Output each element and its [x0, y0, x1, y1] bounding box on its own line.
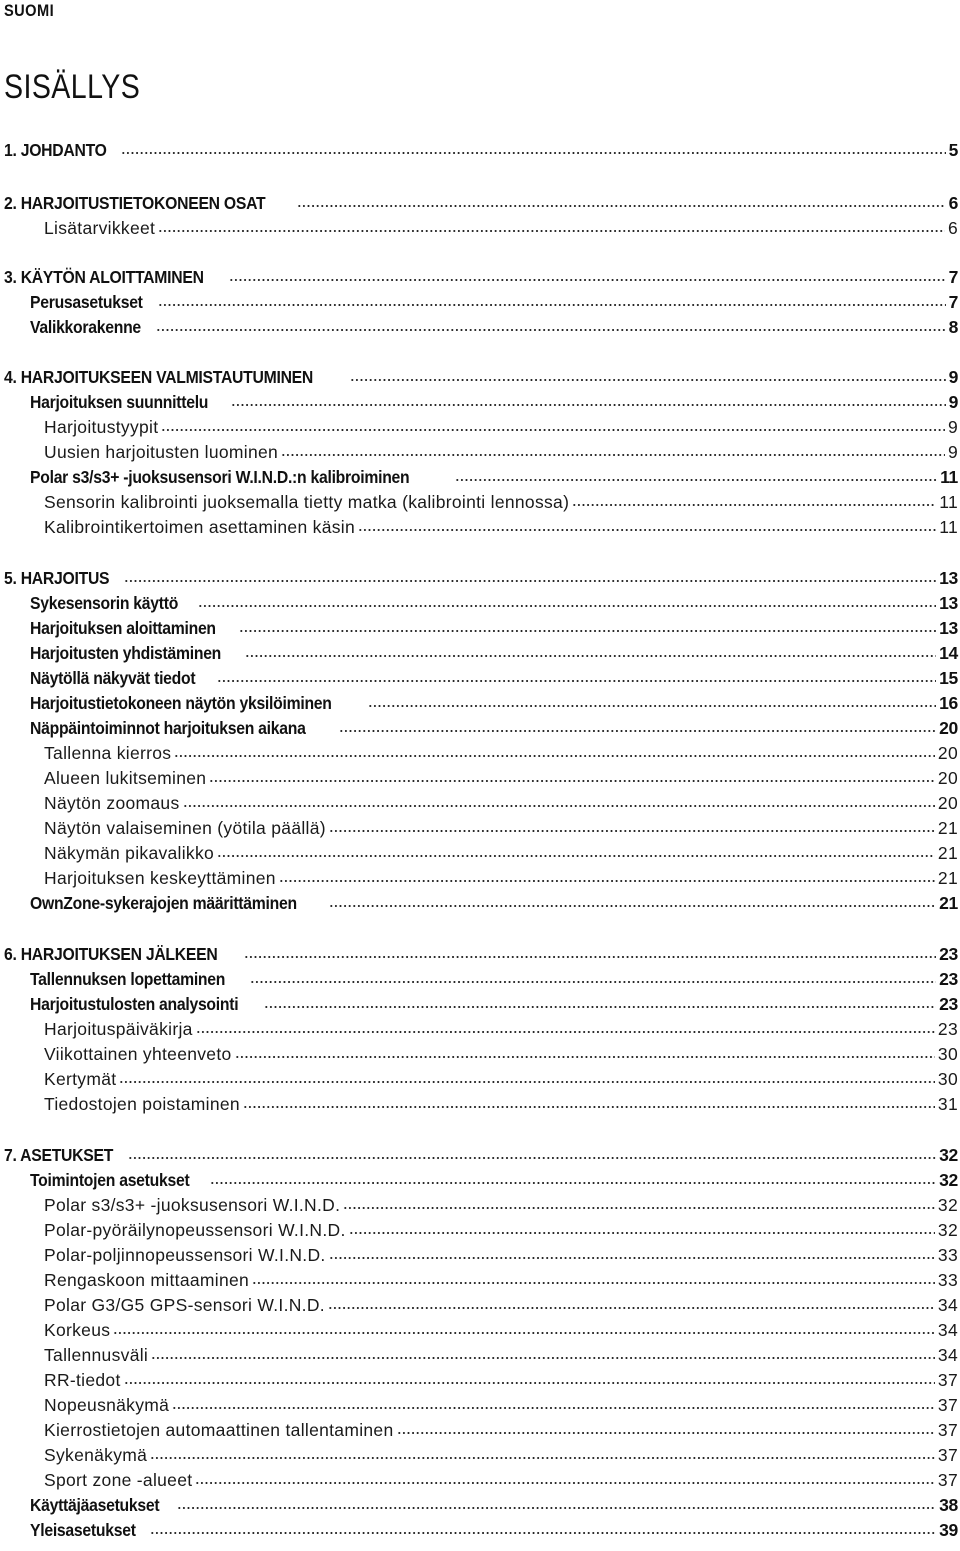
toc-entry	[30, 1168, 958, 1192]
toc-entry-label: Polar s3/s3+ -juoksusensori W.I.N.D.:n kalibroiminen	[30, 467, 410, 487]
toc-entry	[4, 1143, 958, 1167]
toc-entry	[44, 1318, 958, 1342]
toc-entry	[44, 1293, 958, 1317]
toc-entry-label: Harjoitustietokoneen näytön yksilöiminen	[30, 693, 332, 713]
toc-entry-page: 34	[937, 1320, 958, 1340]
toc-entry	[44, 1042, 958, 1066]
dot-leader	[183, 804, 935, 808]
dot-leader	[250, 980, 936, 984]
toc-entry	[44, 515, 958, 539]
toc-entry-page: 13	[939, 593, 958, 613]
dot-leader	[119, 1080, 935, 1084]
toc-entry-page: 7	[948, 292, 958, 312]
toc-entry	[30, 390, 958, 414]
dot-leader	[244, 955, 936, 959]
toc-entry	[30, 967, 958, 991]
toc-entry-page: 15	[939, 668, 958, 688]
toc-entry	[44, 1268, 958, 1292]
toc-entry-label: Harjoituspäiväkirja	[44, 1019, 193, 1039]
toc-entry-label: Harjoitustulosten analysointi	[30, 994, 239, 1014]
toc-entry	[44, 1368, 958, 1392]
toc-entry-label: Tallennuksen lopettaminen	[30, 969, 226, 989]
dot-leader	[217, 679, 936, 683]
dot-leader	[158, 229, 945, 233]
toc-entry	[30, 891, 958, 915]
dot-leader	[368, 704, 936, 708]
dot-leader	[156, 328, 945, 332]
toc-entry-label: Toimintojen asetukset	[30, 1170, 190, 1190]
toc-entry-page: 13	[939, 568, 958, 588]
toc-entry-page: 30	[937, 1044, 958, 1064]
toc-entry-page: 39	[939, 1520, 958, 1540]
dot-leader	[172, 1406, 935, 1410]
toc-entry-label: Sensorin kalibrointi juoksemalla tietty matka (kalibrointi lennossa)	[44, 492, 570, 512]
dot-leader	[150, 1456, 935, 1460]
dot-leader	[339, 729, 936, 733]
dot-leader	[329, 1256, 935, 1260]
dot-leader	[281, 453, 945, 457]
toc-entry-label: 6. HARJOITUKSEN JÄLKEEN	[4, 944, 218, 964]
dot-leader	[196, 1030, 935, 1034]
toc-entry-page: 11	[940, 467, 958, 487]
toc-entry-label: OwnZone-sykerajojen määrittäminen	[30, 893, 297, 913]
dot-leader	[329, 829, 935, 833]
toc-entry-page: 11	[939, 517, 958, 537]
toc-entry-label: Nopeusnäkymä	[44, 1395, 170, 1415]
toc-entry	[44, 816, 958, 840]
dot-leader	[217, 854, 935, 858]
dot-leader	[297, 204, 945, 208]
toc-entry-page: 20	[937, 743, 958, 763]
toc-entry-label: Näytön zoomaus	[44, 793, 180, 813]
toc-entry	[44, 1193, 958, 1217]
toc-entry	[30, 992, 958, 1016]
dot-leader	[235, 1055, 935, 1059]
dot-leader	[210, 1181, 936, 1185]
toc-entry-page: 37	[937, 1420, 958, 1440]
toc-entry	[44, 1092, 958, 1116]
toc-entry-label: Alueen lukitseminen	[44, 768, 207, 788]
dot-leader	[158, 303, 945, 307]
toc-entry-label: Tallenna kierros	[44, 743, 172, 763]
toc-entry	[4, 942, 958, 966]
toc-entry-label: Polar s3/s3+ -juoksusensori W.I.N.D.	[44, 1195, 341, 1215]
dot-leader	[239, 629, 936, 633]
toc-entry-label: Näytön valaiseminen (yötila päällä)	[44, 818, 326, 838]
toc-entry-page: 37	[937, 1470, 958, 1490]
toc-entry-page: 8	[948, 317, 958, 337]
toc-entry	[30, 641, 958, 665]
dot-leader	[198, 604, 937, 608]
toc-entry-page: 11	[939, 492, 958, 512]
toc-entry-page: 37	[937, 1370, 958, 1390]
toc-entry	[30, 616, 958, 640]
toc-entry-label: Harjoitusten yhdistäminen	[30, 643, 222, 663]
toc-entry-label: Lisätarvikkeet	[44, 218, 156, 238]
toc-entry-page: 23	[939, 994, 958, 1014]
toc-entry-page: 23	[939, 944, 958, 964]
page-title: SISÄLLYS	[4, 68, 141, 106]
dot-leader	[279, 879, 935, 883]
toc-entry	[30, 315, 958, 339]
toc-entry-label: Sykenäkymä	[44, 1445, 148, 1465]
toc-entry-page: 33	[937, 1245, 958, 1265]
toc-entry-page: 37	[937, 1445, 958, 1465]
toc-entry-label: Näytöllä näkyvät tiedot	[30, 668, 196, 688]
toc-entry	[30, 290, 958, 314]
dot-leader	[128, 1156, 936, 1160]
toc-entry-page: 32	[939, 1145, 958, 1165]
toc-entry-label: Kertymät	[44, 1069, 117, 1089]
toc-entry-label: Polar-poljinnopeussensori W.I.N.D.	[44, 1245, 326, 1265]
toc-entry-label: Harjoituksen aloittaminen	[30, 618, 216, 638]
toc-entry-page: 34	[937, 1295, 958, 1315]
language-label: SUOMI	[4, 1, 55, 20]
toc-entry-label: 2. HARJOITUSTIETOKONEEN OSAT	[4, 193, 266, 213]
toc-entry-page: 21	[939, 893, 958, 913]
toc-entry-label: Kalibrointikertoimen asettaminen käsin	[44, 517, 355, 537]
toc-entry-page: 33	[937, 1270, 958, 1290]
dot-leader	[245, 654, 936, 658]
toc-entry	[4, 191, 958, 215]
toc-entry-page: 23	[939, 969, 958, 989]
toc-entry-page: 32	[937, 1195, 958, 1215]
dot-leader	[350, 378, 945, 382]
toc-entry-label: Näppäintoiminnot harjoituksen aikana	[30, 718, 306, 738]
toc-entry-label: Rengaskoon mittaaminen	[44, 1270, 250, 1290]
toc-entry-page: 21	[937, 843, 958, 863]
toc-entry-label: Tiedostojen poistaminen	[44, 1094, 240, 1114]
toc-entry	[30, 1493, 958, 1517]
toc-entry-page: 13	[939, 618, 958, 638]
dot-leader	[161, 428, 945, 432]
dot-leader	[174, 754, 935, 758]
dot-leader	[243, 1105, 935, 1109]
toc-entry-label: Korkeus	[44, 1320, 111, 1340]
toc-entry-page: 7	[948, 267, 958, 287]
toc-entry	[30, 591, 958, 615]
toc-entry-page: 30	[937, 1069, 958, 1089]
toc-entry	[44, 1443, 958, 1467]
dot-leader	[329, 904, 936, 908]
toc-entry-page: 20	[939, 718, 958, 738]
toc-entry-page: 32	[939, 1170, 958, 1190]
toc-entry-label: Perusasetukset	[30, 292, 143, 312]
toc-entry-label: Harjoitustyypit	[44, 417, 159, 437]
toc-entry-page: 34	[937, 1345, 958, 1365]
toc-entry-page: 23	[937, 1019, 958, 1039]
dot-leader	[343, 1206, 935, 1210]
toc-entry	[4, 365, 958, 389]
toc-entry-page: 38	[939, 1495, 958, 1515]
toc-entry	[4, 566, 958, 590]
dot-leader	[397, 1431, 935, 1435]
dot-leader	[124, 579, 936, 583]
toc-entry-label: Sykesensorin käyttö	[30, 593, 179, 613]
toc-entry	[30, 465, 958, 489]
toc-entry	[44, 1218, 958, 1242]
toc-entry	[4, 138, 958, 162]
toc-entry-page: 6	[948, 193, 958, 213]
toc-entry	[44, 791, 958, 815]
toc-entry	[44, 1243, 958, 1267]
dot-leader	[572, 503, 936, 507]
toc-entry	[44, 1343, 958, 1367]
dot-leader	[455, 478, 938, 482]
dot-leader	[121, 151, 946, 155]
dot-leader	[151, 1356, 935, 1360]
toc-entry	[4, 265, 958, 289]
dot-leader	[231, 403, 946, 407]
toc-entry-label: Polar G3/G5 GPS-sensori W.I.N.D.	[44, 1295, 325, 1315]
dot-leader	[252, 1281, 935, 1285]
toc-entry-label: Yleisasetukset	[30, 1520, 136, 1540]
dot-leader	[124, 1381, 935, 1385]
toc-entry-label: Käyttäjäasetukset	[30, 1495, 160, 1515]
toc-entry-label: Uusien harjoitusten luominen	[44, 442, 279, 462]
toc-entry	[30, 666, 958, 690]
toc-entry-page: 20	[937, 793, 958, 813]
toc-entry	[44, 1418, 958, 1442]
toc-entry	[30, 1518, 958, 1542]
toc-entry	[44, 440, 958, 464]
dot-leader	[358, 528, 936, 532]
dot-leader	[150, 1531, 936, 1535]
toc-entry	[44, 841, 958, 865]
toc-entry-page: 20	[937, 768, 958, 788]
toc-entry	[44, 766, 958, 790]
toc-entry	[44, 216, 958, 240]
toc-entry	[44, 1468, 958, 1492]
dot-leader	[177, 1506, 936, 1510]
toc-entry	[44, 741, 958, 765]
toc-entry	[44, 1067, 958, 1091]
dot-leader	[209, 779, 935, 783]
dot-leader	[328, 1306, 935, 1310]
toc-entry-label: Polar-pyöräilynopeussensori W.I.N.D.	[44, 1220, 346, 1240]
toc-entry-page: 5	[948, 140, 958, 160]
toc-entry	[44, 490, 958, 514]
toc-entry	[30, 691, 958, 715]
dot-leader	[349, 1231, 935, 1235]
dot-leader	[264, 1005, 936, 1009]
toc-entry-label: Viikottainen yhteenveto	[44, 1044, 232, 1064]
toc-entry-page: 37	[937, 1395, 958, 1415]
toc-entry-label: 7. ASETUKSET	[4, 1145, 114, 1165]
toc-entry-label: 5. HARJOITUS	[4, 568, 110, 588]
toc-entry-label: Kierrostietojen automaattinen tallentaminen	[44, 1420, 394, 1440]
toc-entry-page: 9	[947, 417, 958, 437]
dot-leader	[113, 1331, 935, 1335]
toc-entry-label: 3. KÄYTÖN ALOITTAMINEN	[4, 267, 204, 287]
toc-entry	[44, 1393, 958, 1417]
toc-entry-page: 9	[948, 392, 958, 412]
toc-entry-page: 21	[937, 868, 958, 888]
toc-entry-page: 16	[939, 693, 958, 713]
toc-entry-label: Harjoituksen keskeyttäminen	[44, 868, 276, 888]
toc-entry-label: 1. JOHDANTO	[4, 140, 107, 160]
dot-leader	[229, 278, 946, 282]
toc-entry-label: RR-tiedot	[44, 1370, 121, 1390]
toc-entry	[44, 1017, 958, 1041]
toc-entry-label: 4. HARJOITUKSEEN VALMISTAUTUMINEN	[4, 367, 314, 387]
toc-entry-page: 9	[948, 367, 958, 387]
toc-entry-page: 21	[937, 818, 958, 838]
toc-entry-page: 6	[947, 218, 958, 238]
toc-entry-label: Valikkorakenne	[30, 317, 141, 337]
toc-entry-page: 14	[939, 643, 958, 663]
toc-entry-page: 32	[937, 1220, 958, 1240]
toc-entry-label: Sport zone -alueet	[44, 1470, 193, 1490]
dot-leader	[195, 1481, 935, 1485]
toc-entry-page: 9	[947, 442, 958, 462]
toc-entry	[30, 716, 958, 740]
toc-entry-label: Näkymän pikavalikko	[44, 843, 215, 863]
toc-entry-page: 31	[937, 1094, 958, 1114]
toc-entry	[44, 866, 958, 890]
toc-entry	[44, 415, 958, 439]
toc-entry-label: Harjoituksen suunnittelu	[30, 392, 209, 412]
toc-entry-label: Tallennusväli	[44, 1345, 149, 1365]
